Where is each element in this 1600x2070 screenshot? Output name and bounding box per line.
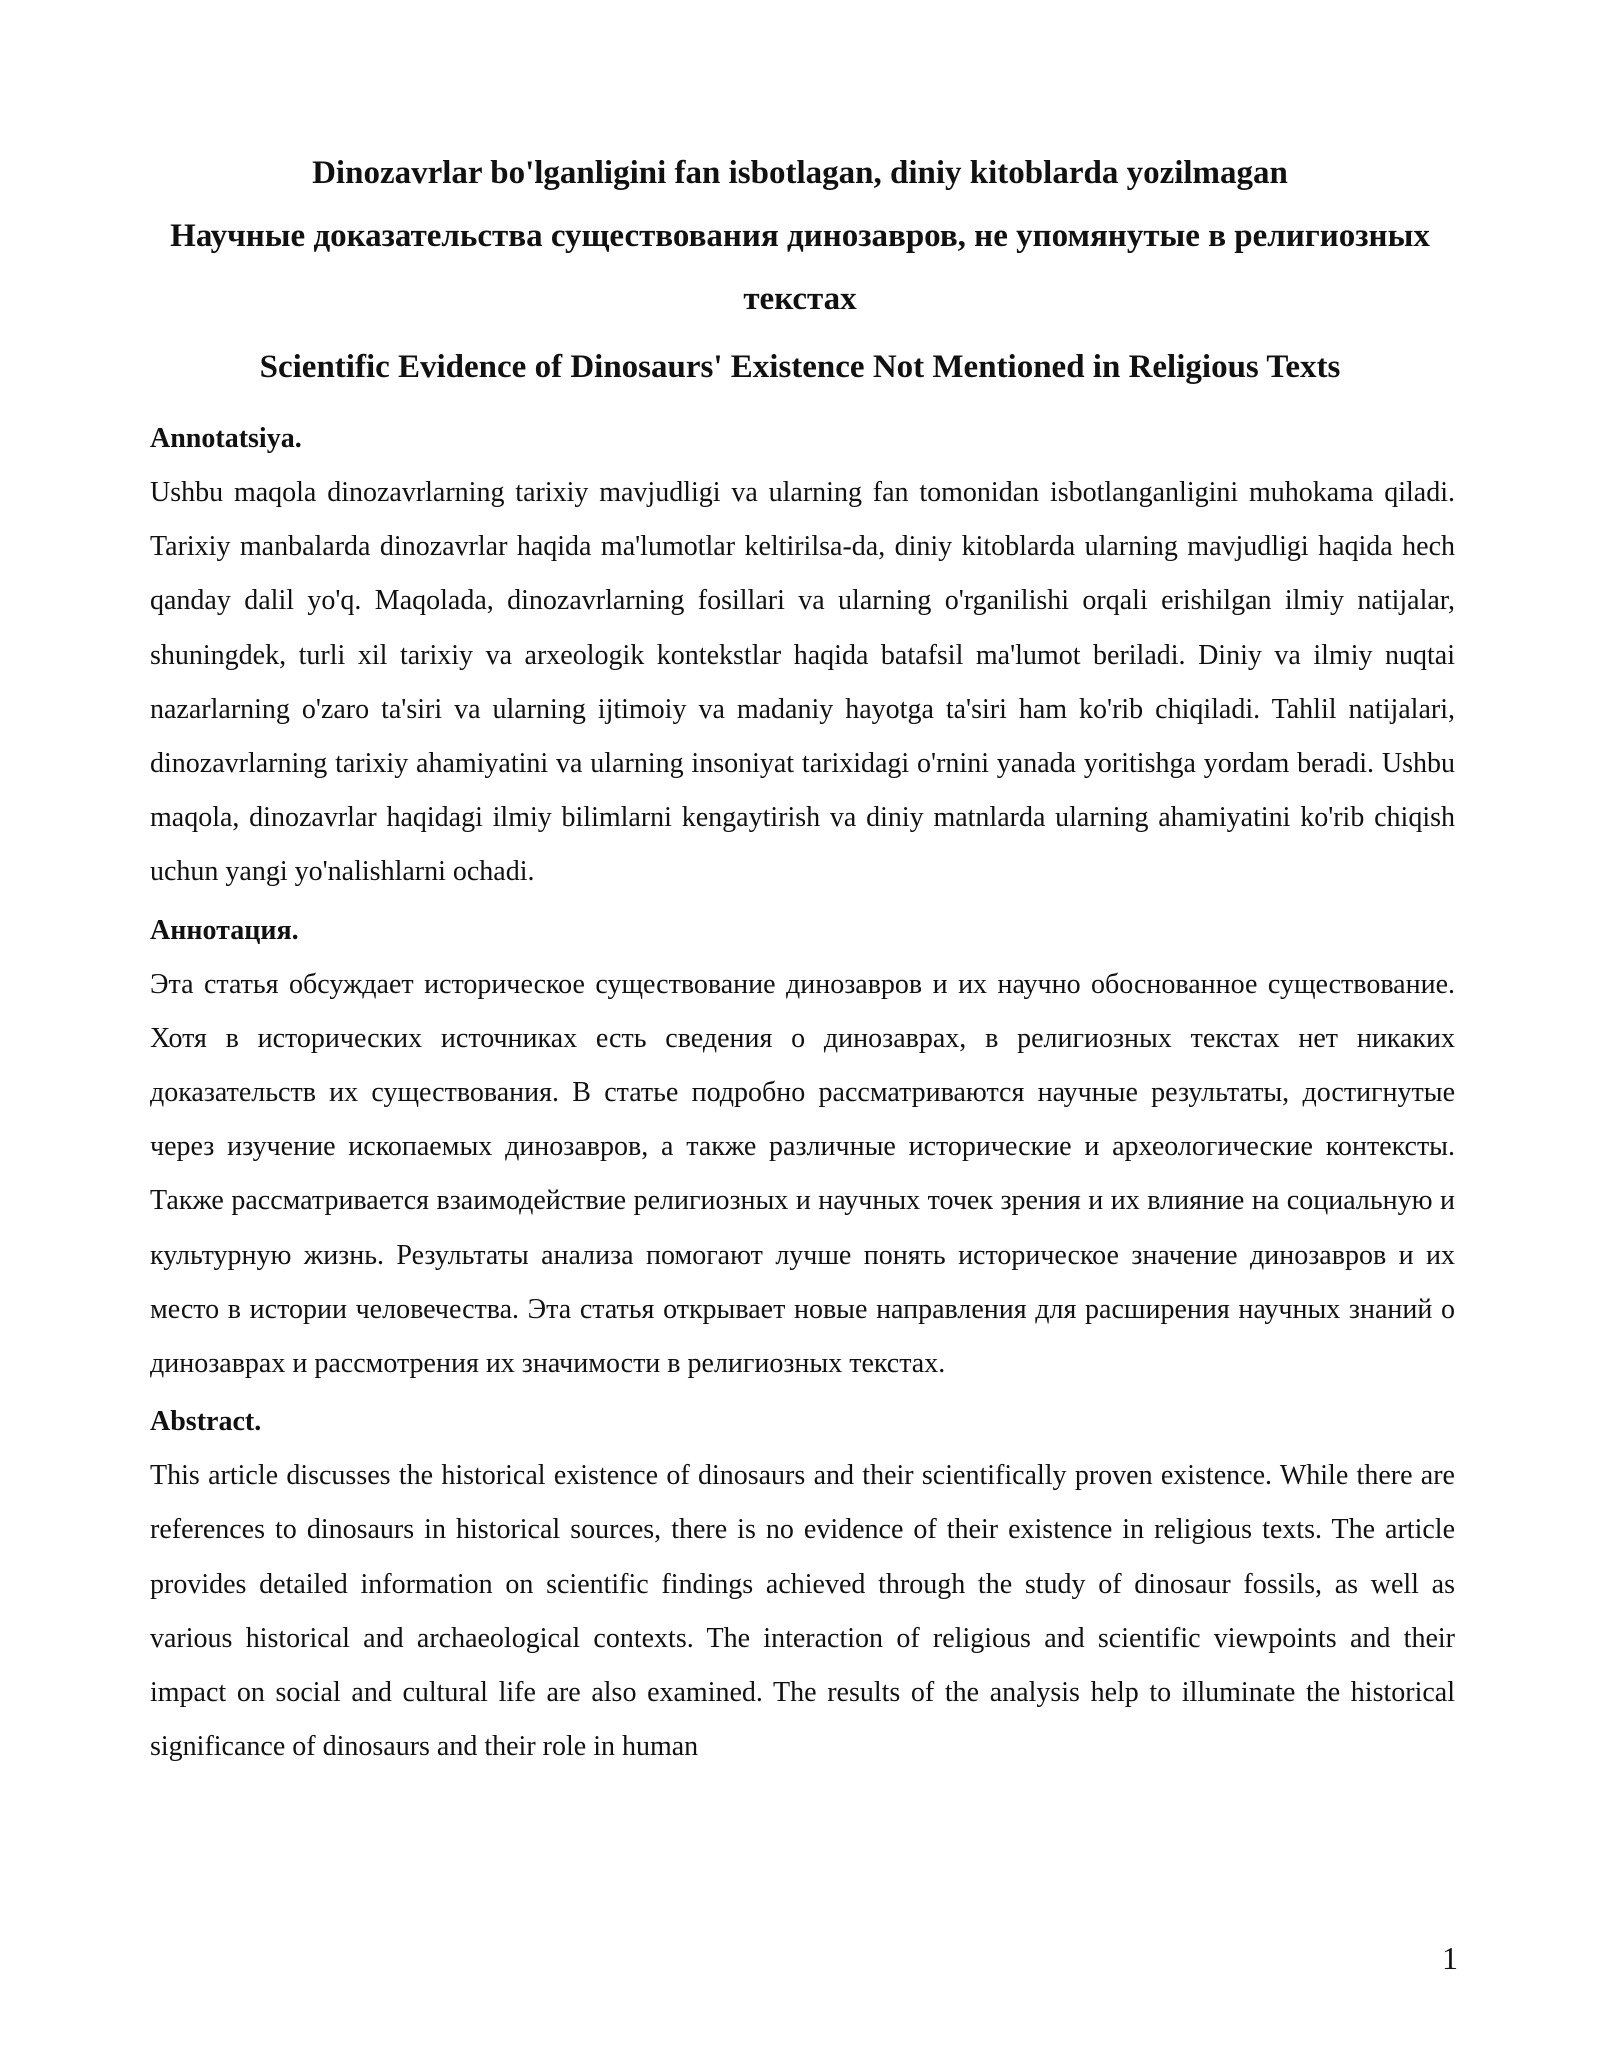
abstract-russian-text: Эта статья обсуждает историческое существование динозавров и их научно обоснованное существование. Хотя в исторических источниках есть сведения о динозаврах, в религиозных текстах нет никаких доказательств их существования. В статье подробно рассматриваются научные результаты, достигнутые через изучение ископаемых динозавров, а также различные исторические и археологические контексты. Также рассматривается взаимодействие религиозных и научных точек зрения и их влияние на социальную и культурную жизнь. Результаты анализа помогают лучше понять историческое значение динозавров и их место в истории человечества. Эта статья открывает новые направления для расширения научных знаний о динозаврах и рассмотрения их значимости в религиозных текстах. [150, 968, 1455, 1380]
abstract-english-heading: Abstract. [150, 1406, 262, 1438]
title-english: Scientific Evidence of Dinosaurs' Existence Not Mentioned in Religious Texts [259, 349, 1341, 385]
abstract-english-text: This article discusses the historical existence of dinosaurs and their scientifically proven existence. While there are references to dinosaurs in historical sources, there is no evidence of their existence in religious texts. The article provides detailed information on scientific findings achieved through the study of dinosaur fossils, as well as various historical and archaeological contexts. The interaction of religious and scientific viewpoints and their impact on social and cultural life are also examined. The results of the analysis help to illuminate the historical significance of dinosaurs and their role in human [150, 1460, 1455, 1763]
abstract-english-section [150, 1395, 1455, 1774]
title-block [150, 142, 1450, 399]
title-uzbek: Dinozavrlar bo'lganligini fan isbotlagan, diniy kitoblarda yozilmagan [312, 155, 1288, 191]
abstract-russian-section [150, 904, 1455, 1392]
page-number: 1 [1442, 1940, 1458, 1976]
abstract-russian-heading: Аннотация. [150, 914, 299, 946]
abstracts-content [150, 412, 1455, 1778]
abstract-uzbek-section [150, 412, 1455, 900]
title-russian: Научные доказательства существования динозавров, не упомянутые в религиозных текстах [170, 218, 1430, 317]
abstract-uzbek-text: Ushbu maqola dinozavrlarning tarixiy mavjudligi va ularning fan tomonidan isbotlanganligini muhokama qiladi. Tarixiy manbalarda dinozavrlar haqida ma'lumotlar keltirilsa-da, diniy kitoblarda ularning mavjudligi haqida hech qanday dalil yo'q. Maqolada, dinozavrlarning fosillari va ularning o'rganilishi orqali erishilgan ilmiy natijalar, shuningdek, turli xil tarixiy va arxeologik kontekstlar haqida batafsil ma'lumot beriladi. Diniy va ilmiy nuqtai nazarlarning o'zaro ta'siri va ularning ijtimoiy va madaniy hayotga ta'siri ham ko'rib chiqiladi. Tahlil natijalari, dinozavrlarning tarixiy ahamiyatini va ularning insoniyat tarixidagi o'rnini yanada yoritishga yordam beradi. Ushbu maqola, dinozavrlar haqidagi ilmiy bilimlarni kengaytirish va diniy matnlarda ularning ahamiyatini ko'rib chiqish uchun yangi yo'nalishlarni ochadi. [150, 477, 1455, 888]
abstract-uzbek-heading: Annotatsiya. [150, 423, 302, 454]
